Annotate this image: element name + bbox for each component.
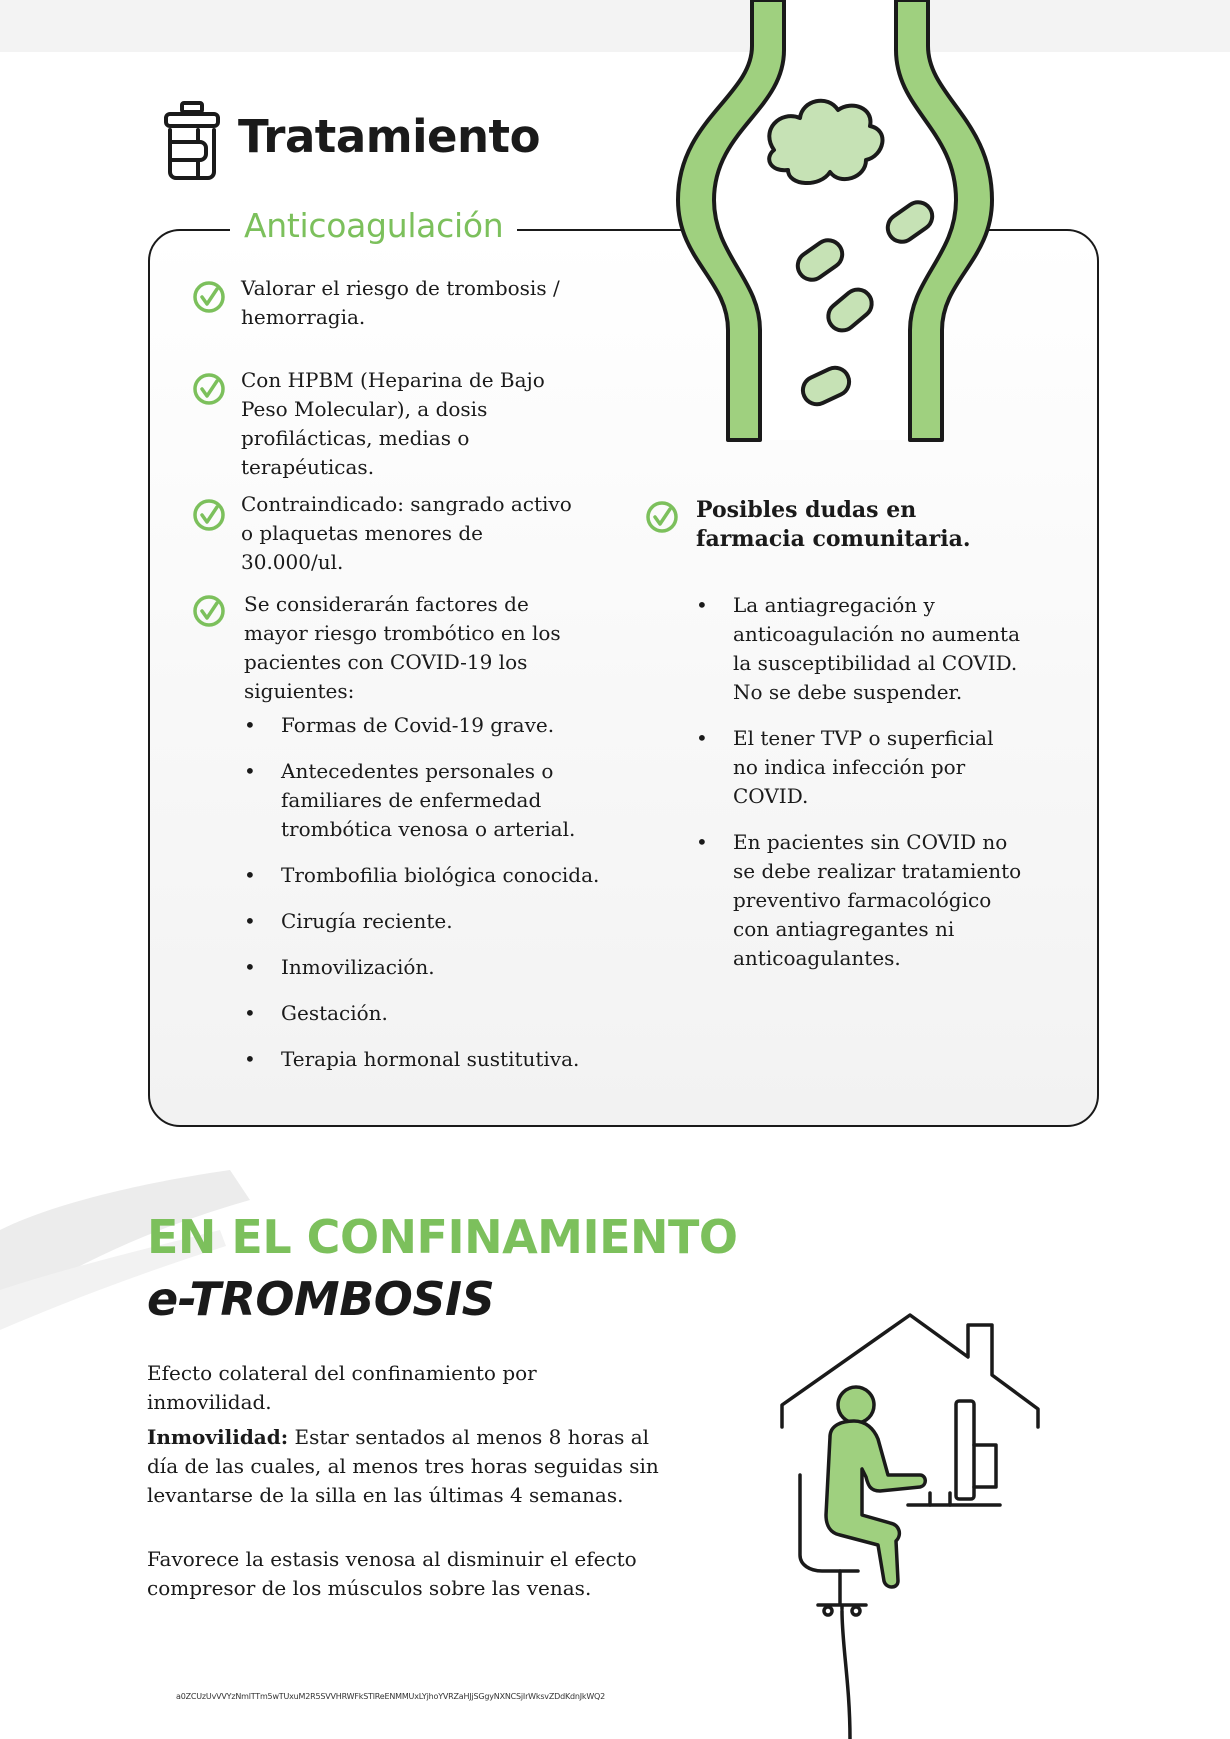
list-item: • Terapia hormonal sustitutiva. [281,1045,611,1074]
paragraph-1: Efecto colateral del confinamiento por inmovilidad. [147,1361,537,1414]
risk-factor-list [281,711,611,1074]
pharmacy-list [733,591,1023,973]
check-icon [192,372,226,406]
list-item: • Trombofilia biológica conocida. [281,861,611,890]
list-item: • Inmovilización. [281,953,611,982]
paragraph-2-text: Estar sentados al menos 8 horas al día de las cuales, al menos tres horas seguidas sin levantarse de la silla en las últimas 4 semanas. [147,1425,659,1507]
list-item: • El tener TVP o superficial no indica infección por COVID. [733,724,1023,811]
item-text-1: Valorar el riesgo de trombosis / hemorragia. [241,276,560,329]
section-heading: EN EL CONFINAMIENTO [147,1210,738,1264]
list-item: • En pacientes sin COVID no se debe realizar tratamiento preventivo farmacológico con antiagregantes ni anticoagulantes. [733,828,1023,973]
list-item: • Formas de Covid-19 grave. [281,711,611,740]
list-item: • Antecedentes personales o familiares de enfermedad trombótica venosa o arterial. [281,757,611,844]
top-band [0,0,1230,52]
list-item: • Cirugía reciente. [281,907,611,936]
section-subheading: e-TROMBOSIS [147,1272,495,1326]
item-text-2: Con HPBM (Heparina de Bajo Peso Molecular), a dosis profilácticas, medias o terapéuticas. [241,368,545,479]
check-icon [192,498,226,532]
panel-title: Anticoagulación [230,206,517,245]
paragraph-2-label: Inmovilidad: [147,1425,289,1449]
document-code: a0ZCUzUvVVYzNmlTTm5wTUxuM2R5SVVHRWFkSTlReENMMUxLYjhoYVRZaHJjSGgyNXNCSjIrWksvZDdKdnJkWQ2 [176,1692,606,1701]
paragraph-2 [147,1423,667,1510]
blood-vessel-illustration [670,0,1000,445]
pharmacy-title: Posibles dudas en farmacia comunitaria. [696,497,971,552]
page-title: Tratamiento [238,110,540,163]
pill-bottle-icon [162,100,224,182]
check-icon [192,280,226,314]
check-icon [192,594,226,628]
item-text-4: Se considerarán factores de mayor riesgo trombótico en los pacientes con COVID-19 los siguientes: [244,592,561,703]
paragraph-3: Favorece la estasis venosa al disminuir el efecto compresor de los músculos sobre las venas. [147,1547,637,1600]
person-at-desk-illustration [770,1305,1050,1739]
list-item: • Gestación. [281,999,611,1028]
check-icon [645,500,679,534]
list-item: • La antiagregación y anticoagulación no aumenta la susceptibilidad al COVID. No se debe suspender. [733,591,1023,707]
item-text-3: Contraindicado: sangrado activo o plaquetas menores de 30.000/ul. [241,492,572,574]
